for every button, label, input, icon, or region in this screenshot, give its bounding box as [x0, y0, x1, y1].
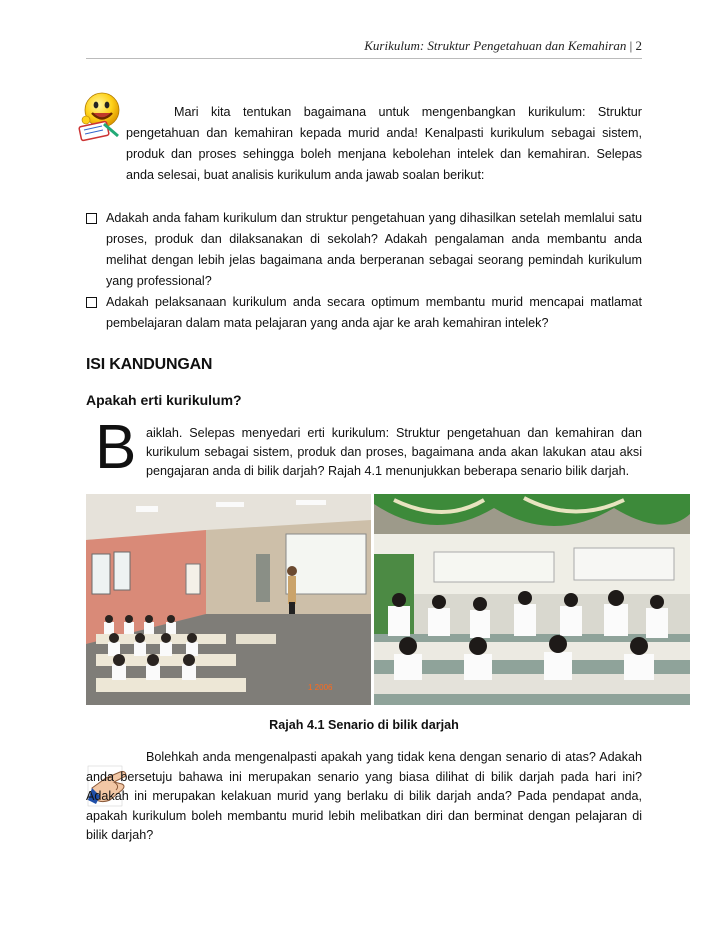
- question-text: Adakah pelaksanaan kurikulum anda secara optimum membantu murid mencapai matlamat pembelajaran dalam mata pelajaran yang anda ajar ke arah kemahiran intelek?: [106, 295, 642, 330]
- intro-paragraph: Mari kita tentukan bagaimana untuk mengenbangkan kurikulum: Struktur pengetahuan dan kemahiran kepada murid anda! Kenalpasti kurikulum sebagai sistem, produk dan proses sehingga boleh menjana kebolehan intelek dan kemahiran. Selepas anda selesai, buat analisis kurikulum anda jawab soalan berikut:: [126, 105, 642, 182]
- classroom-photo-2: [374, 494, 690, 705]
- photo-timestamp: 1 2006: [308, 683, 333, 692]
- header-divider: [86, 58, 642, 59]
- page-number: 2: [635, 38, 642, 53]
- list-item: [86, 292, 642, 334]
- header-separator: |: [629, 38, 633, 53]
- dropcap-paragraph: aiklah. Selepas menyedari erti kurikulum: Struktur pengetahuan dan kemahiran dan kurikulum sebagai sistem, produk dan proses, bagaimana anda akan lakukan atau aksi pengajaran anda di bilik darjah? Rajah 4.1 menunjukkan beberapa senario bilik darjah.: [146, 426, 642, 478]
- question-list: [86, 208, 642, 334]
- section-title: ISI KANDUNGAN: [86, 356, 213, 373]
- section-subtitle: Apakah erti kurikulum?: [86, 392, 242, 408]
- drop-cap: B: [95, 413, 137, 482]
- list-item: [86, 208, 642, 292]
- page-header: [86, 38, 642, 54]
- classroom-photo-1: [86, 494, 371, 705]
- question-text: Adakah anda faham kurikulum dan struktur pengetahuan yang dihasilkan setelah memlalui satu proses, produk dan dilaksanakan di sekolah? Adakah pengalaman anda membantu anda melihat dengan lebih jelas bagaimana anda berperanan sebagai seorang pemindah kurikulum yang professional?: [106, 211, 642, 288]
- checkbox-icon: [86, 297, 97, 308]
- closing-text: Bolehkah anda mengenalpasti apakah yang tidak kena dengan senario di atas? Adakah anda bersetuju bahawa ini merupakan senario yang biasa dilihat di bilik darjah pada hari ini? Adakah ini merupakan kelakuan murid yang berlaku di bilik darjah anda? Pada pendapat anda, apakah kurikulum boleh membantu murid lebih melibatkan diri dan berminat dengan pelajaran di bilik darjah?: [86, 750, 642, 843]
- smiley-writing-icon: [74, 90, 124, 142]
- checkbox-icon: [86, 213, 97, 224]
- closing-paragraph: [86, 748, 642, 846]
- header-title: Kurikulum: Struktur Pengetahuan dan Kemahiran: [364, 38, 627, 53]
- figure-caption: Rajah 4.1 Senario di bilik darjah: [269, 718, 459, 732]
